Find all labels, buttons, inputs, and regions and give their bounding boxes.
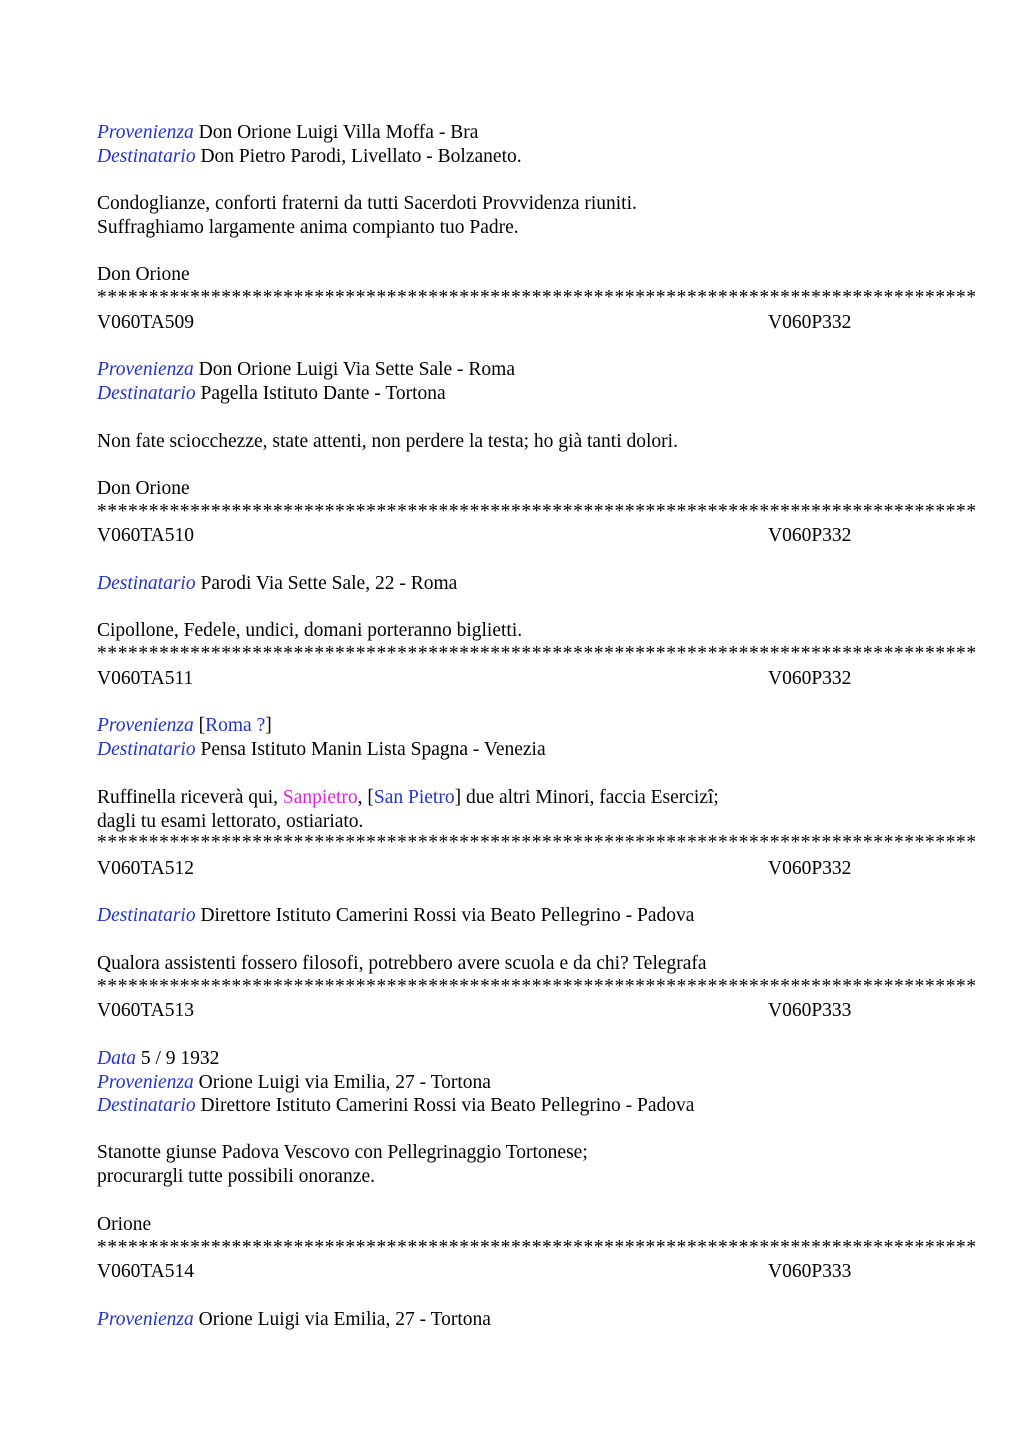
body-text: Suffraghiamo largamente anima compianto tuo Padre. [97, 217, 519, 238]
body-text-segment: ] due altri Minori, faccia Esercizi [454, 787, 714, 808]
body-text: Non fate sciocchezze, state attenti, non perdere la testa; ho già tanti dolori. [97, 431, 678, 452]
body-text-segment: ; [713, 787, 719, 808]
body-text: procurargli tutte possibili onoranze. [97, 1166, 375, 1187]
body-text: Cipollone, Fedele, undici, domani porteranno biglietti. [97, 620, 523, 641]
destinatario-line [97, 572, 457, 596]
provenienza-label: Provenienza [97, 1309, 194, 1330]
provenienza-line [97, 358, 515, 382]
document-code: V060TA510 [97, 525, 195, 546]
provenienza-value: Orione Luigi via Emilia, 27 - Tortona [198, 1072, 491, 1093]
page-reference: V060P333 [768, 1000, 852, 1021]
separator: ************************************************************************************* [97, 643, 977, 664]
separator: ************************************************************************************* [97, 832, 977, 853]
destinatario-label: Destinatario [97, 905, 196, 926]
separator: ************************************************************************************* [97, 1237, 977, 1258]
destinatario-value: Direttore Istituto Camerini Rossi via Beato Pellegrino - Padova [200, 905, 695, 926]
destinatario-label: Destinatario [97, 573, 196, 594]
document-code: V060TA512 [97, 858, 195, 879]
destinatario-label: Destinatario [97, 739, 196, 760]
data-value: 5 / 9 1932 [140, 1048, 220, 1069]
data-label: Data [97, 1048, 136, 1069]
body-text [97, 786, 719, 810]
destinatario-label: Destinatario [97, 383, 196, 404]
provenienza-label: Provenienza [97, 715, 194, 736]
data-line [97, 1047, 219, 1071]
destinatario-value: Pagella Istituto Dante - Tortona [200, 383, 446, 404]
provenienza-value: Orione Luigi via Emilia, 27 - Tortona [198, 1309, 491, 1330]
document-code: V060TA511 [97, 668, 194, 689]
provenienza-line [97, 121, 478, 145]
signature: Don Orione [97, 478, 190, 499]
provenienza-line [97, 1308, 491, 1332]
provenienza-label: Provenienza [97, 122, 194, 143]
body-text: Qualora assistenti fossero filosofi, potrebbero avere scuola e da chi? Telegrafa [97, 953, 707, 974]
provenienza-bracket-open: [ [198, 715, 206, 736]
destinatario-line [97, 145, 522, 169]
body-text: Condoglianze, conforti fraterni da tutti Sacerdoti Provvidenza riuniti. [97, 193, 637, 214]
document-code: V060TA513 [97, 1000, 195, 1021]
destinatario-line [97, 382, 446, 406]
signature: Orione [97, 1214, 152, 1235]
page-reference: V060P332 [768, 668, 852, 689]
provenienza-value: Don Orione Luigi Via Sette Sale - Roma [198, 359, 515, 380]
provenienza-label: Provenienza [97, 359, 194, 380]
destinatario-value: Parodi Via Sette Sale, 22 - Roma [200, 573, 458, 594]
body-text: dagli tu esami lettorato, ostiariato. [97, 811, 364, 832]
destinatario-value: Don Pietro Parodi, Livellato - Bolzaneto. [200, 146, 522, 167]
destinatario-value: Pensa Istituto Manin Lista Spagna - Venezia [200, 739, 546, 760]
provenienza-line [97, 1071, 491, 1095]
page-reference: V060P332 [768, 312, 852, 333]
separator: ************************************************************************************* [97, 976, 977, 997]
destinatario-line [97, 738, 546, 762]
destinatario-line [97, 1094, 694, 1118]
page-reference: V060P332 [768, 858, 852, 879]
page-reference: V060P333 [768, 1261, 852, 1282]
separator: ************************************************************************************* [97, 287, 977, 308]
editorial-correction: San Pietro [373, 787, 455, 808]
provenienza-line [97, 714, 272, 738]
document-code: V060TA514 [97, 1261, 195, 1282]
destinatario-line [97, 904, 694, 928]
provenienza-bracket-close: ] [265, 715, 272, 736]
destinatario-label: Destinatario [97, 146, 196, 167]
document-code: V060TA509 [97, 312, 195, 333]
body-text-segment: , [ [357, 787, 374, 808]
separator: ************************************************************************************* [97, 501, 977, 522]
destinatario-value: Direttore Istituto Camerini Rossi via Beato Pellegrino - Padova [200, 1095, 695, 1116]
body-text: Stanotte giunse Padova Vescovo con Pellegrinaggio Tortonese; [97, 1142, 588, 1163]
original-spelling: Sanpietro [282, 787, 358, 808]
page-reference: V060P332 [768, 525, 852, 546]
provenienza-editorial-note: Roma ? [205, 715, 266, 736]
destinatario-label: Destinatario [97, 1095, 196, 1116]
signature: Don Orione [97, 264, 190, 285]
provenienza-label: Provenienza [97, 1072, 194, 1093]
body-text-segment: Ruffinella riceverà qui, [97, 787, 283, 808]
provenienza-value: Don Orione Luigi Villa Moffa - Bra [198, 122, 479, 143]
